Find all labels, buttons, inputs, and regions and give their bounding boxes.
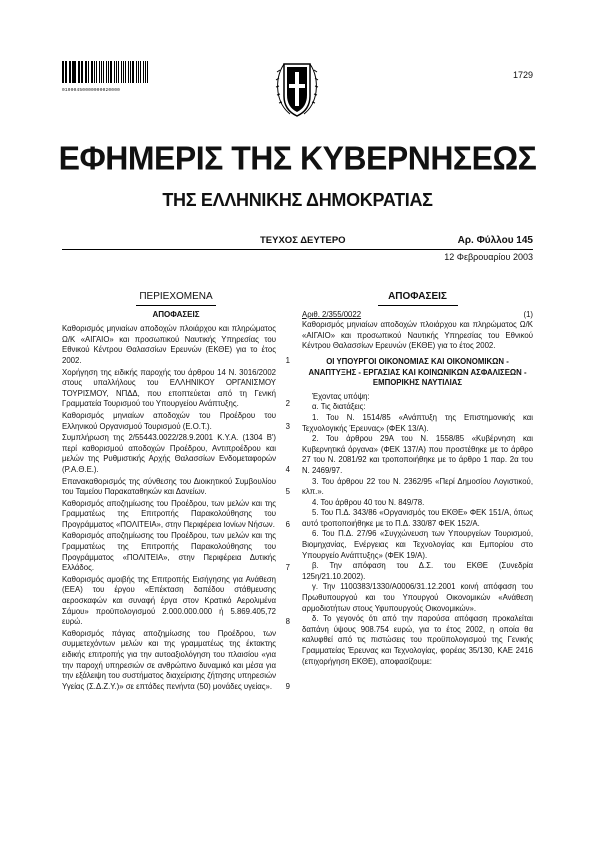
barcode-bar bbox=[110, 61, 112, 83]
contents-subheading: ΑΠΟΦΑΣΕΙΣ bbox=[152, 309, 200, 319]
decision-column bbox=[302, 292, 533, 667]
decision-paragraph: β. Την απόφαση του Δ.Σ. του ΕΚΘΕ (Συνεδρία 125η/21.10.2002). bbox=[302, 561, 533, 581]
decision-paragraph: 4. Του άρθρου 40 του Ν. 849/78. bbox=[312, 497, 425, 507]
barcode-bar bbox=[62, 61, 64, 83]
contents-item-text: Καθορισμός αμοιβής της Επιτροπής Εισήγησης για Ανάθεση (ΕΕΑ) του έργου «Επέκταση δαπέδου στάθμευσης αεροσκαφών και συναφή έργα στον Κρατικό Αερολιμένα Σάμου» προϋπολογισμού 2.000.000.000 ή 5.869.405,72 ευρώ. bbox=[62, 574, 276, 627]
decision-paragraph: 3. Του άρθρου 22 του Ν. 2362/95 «Περί Δημοσίου Λογιστικού, κλπ.». bbox=[302, 476, 533, 497]
barcode-bar bbox=[130, 61, 131, 83]
barcode-bar bbox=[136, 61, 138, 83]
barcode-bar bbox=[132, 61, 134, 83]
gazette-subtitle: ΤΗΣ ΕΛΛΗΝΙΚΗΣ ΔΗΜΟΚΡΑΤΙΑΣ bbox=[162, 190, 433, 210]
contents-list bbox=[62, 324, 290, 692]
contents-item-page: 7 bbox=[285, 563, 290, 573]
contents-item-text: Καθορισμός πάγιας αποζημίωσης του Προέδρου, των συμμετεχόντων μελών και της γραμματέως της έκτακτης ειδικής επιτροπής για την αυτοαξιολόγηση του πλαισίου «για την παροχή υπηρεσιών σε ανθρώπινο δυναμικό και μέσα για την εξάλειψη του συστήματος διαχείρισης ζήτησης υπηρεσιών Υγείας (Σ.Δ.Ζ.Υ.)» σε επτάδες πενήντα (50) μονάδες υγείας». bbox=[62, 628, 276, 691]
contents-item-text: Χορήγηση της ειδικής παροχής του άρθρου 14 Ν. 3016/2002 στους υπαλλήλους του ΕΛΛΗΝΙΚΟΥ ΟΡΓΑΝΙΣΜΟΥ ΤΟΥΡΙΣΜΟΥ, ΝΠΔΔ, που εποπτεύεται από τη Γενική Γραμματεία Τουρισμού του Υπουργείου Ανάπτυξης. bbox=[62, 367, 276, 409]
gazette-title: ΕΦΗΜΕΡΙΣ ΤΗΣ ΚΥΒΕΡΝΗΣΕΩΣ bbox=[58, 139, 537, 177]
barcode-bar bbox=[106, 61, 107, 83]
decision-paragraph: 1. Του Ν. 1514/85 «Ανάπτυξη της Επιστημονικής και Τεχνολογικής Έρευνας» (ΦΕΚ 13/Α). bbox=[302, 412, 533, 433]
decision-paragraph: 5. Του Π.Δ. 343/86 «Οργανισμός του ΕΚΘΕ» ΦΕΚ 151/Α, όπως αυτό τροποποιήθηκε με το Π.Δ. 330/87 ΦΕΚ 152/Α. bbox=[302, 508, 533, 528]
barcode-bar bbox=[103, 61, 105, 83]
contents-item-page: 5 bbox=[285, 487, 290, 497]
contents-item-text: Επανακαθορισμός της σύνθεσης του Διοικητικού Συμβουλίου του Ταμείου Παρακαταθηκών και Δανείων. bbox=[62, 476, 276, 497]
contents-item-page: 9 bbox=[285, 681, 290, 691]
barcode-bar bbox=[108, 61, 109, 83]
barcode-bar bbox=[85, 61, 86, 83]
barcode-bar bbox=[79, 61, 80, 83]
contents-item-text: Καθορισμός μηνιαίων αποδοχών του Προέδρου του Ελληνικού Οργανισμού Τουρισμού (Ε.Ο.Τ.). bbox=[62, 410, 276, 431]
contents-item-text: Καθορισμός αποζημίωσης του Προέδρου, των μελών και της Γραμματέως της Επιτροπής Παρακολούθησης του Προγράμματος «ΠΟΛΙΤΕΙΑ», στην Περιφέρεια Ιονίων Νήσων. bbox=[62, 498, 276, 529]
barcode-bar bbox=[73, 61, 75, 83]
header-rule bbox=[62, 249, 533, 250]
barcode-bar bbox=[69, 61, 71, 83]
contents-item-text: Συμπλήρωση της 2/55443.0022/28.9.2001 Κ.Υ.Α. (1304 Β') περί καθορισμού αποδοχών Προέδρου, Αντιπροέδρου και μελών της Ρυθμιστικής Αρχής Θαλασσίων Ενδομεταφορών (Ρ.Α.Θ.Ε.). bbox=[62, 433, 276, 474]
issue-label: ΤΕΥΧΟΣ ΔΕΥΤΕΡΟ bbox=[260, 235, 346, 246]
barcode-bar bbox=[128, 61, 129, 83]
contents-item-page: 4 bbox=[285, 464, 290, 474]
decisions-heading: ΑΠΟΦΑΣΕΙΣ bbox=[388, 291, 447, 302]
contents-item bbox=[62, 433, 290, 475]
contents-item-page: 8 bbox=[285, 617, 290, 627]
barcode-bar bbox=[88, 61, 89, 83]
considering-label: Έχοντας υπόψη: bbox=[312, 391, 370, 401]
barcode-bar bbox=[121, 61, 122, 83]
barcode-bar bbox=[81, 61, 83, 83]
decision-paragraph: δ. Το γεγονός ότι από την παρούσα απόφαση προκαλείται δαπάνη ύψους 908.754 ευρώ, για το έτος 2002, η οποία θα καλυφθεί από τις πιστώσεις του προϋπολογισμού της Γενικής Γραμματείας Έρευνας και Τεχνολογίας, φορέας 35/130, ΚΑΕ 2416 (επιχορήγηση ΕΚΘΕ), αποφασίζουμε: bbox=[302, 614, 533, 666]
contents-item bbox=[62, 477, 290, 498]
contents-item bbox=[62, 629, 290, 693]
barcode-bar bbox=[99, 61, 100, 83]
contents-item-page: 2 bbox=[285, 399, 290, 409]
contents-item bbox=[62, 499, 290, 531]
contents-item bbox=[62, 368, 290, 410]
barcode-bar bbox=[86, 61, 87, 83]
barcode-bar bbox=[143, 61, 145, 83]
barcode-bar bbox=[91, 61, 93, 83]
barcode-bar bbox=[94, 61, 95, 83]
issuing-authorities: ΟΙ ΥΠΟΥΡΓΟΙ ΟΙΚΟΝΟΜΙΑΣ ΚΑΙ ΟΙΚΟΝΟΜΙΚΩΝ - ΑΝΑΠΤΥΞΗΣ - ΕΡΓΑΣΙΑΣ ΚΑΙ ΚΟΙΝΩΝΙΚΩΝ ΑΣΦΑΛΙΣΕΩΝ - ΕΜΠΟΡΙΚΗΣ ΝΑΥΤΙΛΙΑΣ bbox=[308, 356, 527, 388]
decision-index: (1) bbox=[523, 309, 533, 319]
barcode-bar bbox=[101, 61, 102, 83]
barcode-bar bbox=[96, 61, 98, 83]
barcode-bar bbox=[123, 61, 125, 83]
contents-item bbox=[62, 531, 290, 573]
contents-item-page: 3 bbox=[285, 421, 290, 431]
issue-date: 12 Φεβρουαρίου 2003 bbox=[444, 252, 533, 262]
decision-reference-row bbox=[302, 310, 533, 321]
barcode-bar bbox=[118, 61, 120, 83]
contents-item-text: Καθορισμός αποζημίωσης του Προέδρου, των μελών και της Γραμματέως της Επιτροπής Παρακολούθησης του Προγράμματος «ΠΟΛΙΤΕΙΑ», στην Περιφέρεια Δυτικής Ελλάδος. bbox=[62, 531, 276, 573]
contents-heading-rule bbox=[136, 305, 216, 306]
decision-paragraph: γ. Την 1100383/1330/Α0006/31.12.2001 κοινή απόφαση του Πρωθυπουργού και του Υπουργού Οικονομικών «Ανάθεση αρμοδιοτήτων στους Υφυπουργούς Οικονομικών». bbox=[302, 582, 533, 613]
contents-item-page: 1 bbox=[285, 355, 290, 365]
coat-of-arms-emblem bbox=[274, 60, 320, 118]
barcode-bar bbox=[66, 61, 67, 83]
barcode-bar bbox=[140, 61, 141, 83]
decision-paragraph: 2. Του άρθρου 29Α του Ν. 1558/85 «Κυβέρνηση και Κυβερνητικά όργανα» (ΦΕΚ 137/Α) που προστέθηκε με το άρθρο 27 του Ν. 2081/92 και τροποποιήθηκε με το άρθρο 1 παρ. 2α του Ν. 2469/97. bbox=[302, 434, 533, 475]
decision-reference: Αριθ. 2/355/0022 bbox=[302, 309, 362, 319]
decision-paragraph: α. Τις διατάξεις: bbox=[312, 402, 366, 412]
contents-item bbox=[62, 411, 290, 432]
decision-paragraph: 6. Του Π.Δ. 27/96 «Συγχώνευση των Υπουργείων Τουρισμού, Βιομηχανίας, Ενέργειας και Τεχνολογίας και Εμπορίου στο Υπουργείο Ανάπτυξης» (ΦΕΚ 19/Α). bbox=[302, 529, 533, 560]
barcode-bar bbox=[116, 61, 117, 83]
contents-item-page: 6 bbox=[285, 519, 290, 529]
barcode-bar bbox=[145, 61, 146, 83]
decisions-heading-rule bbox=[378, 305, 458, 306]
barcode-bar bbox=[72, 61, 73, 83]
contents-item-text: Καθορισμός μηνιαίων αποδοχών πλοιάρχου και πληρώματος Ω/Κ «ΑΙΓΑΙΟ» και προσωπικού Ναυτικής Υπηρεσίας του Εθνικού Κέντρου Θαλασσίων Ερευνών (ΕΚΘΕ) για το έτος 2002. bbox=[62, 324, 276, 365]
barcode-bar bbox=[138, 61, 139, 83]
barcode bbox=[62, 61, 150, 89]
barcode-bar bbox=[65, 61, 66, 83]
contents-item bbox=[62, 324, 290, 366]
decision-summary: Καθορισμός μηνιαίων αποδοχών πλοιάρχου και πληρώματος Ω/Κ «ΑΙΓΑΙΟ» και προσωπικού Ναυτικής Υπηρεσίας του Εθνικού Κέντρου Θαλασσίων Ερευνών (ΕΚΘΕ) για το έτος 2002. bbox=[302, 320, 533, 351]
contents-column bbox=[62, 292, 290, 693]
decision-paragraphs bbox=[302, 402, 533, 667]
barcode-bar bbox=[147, 61, 148, 83]
contents-heading: ΠΕΡΙΕΧΟΜΕΝΑ bbox=[139, 291, 213, 302]
sheet-number: Αρ. Φύλλου 145 bbox=[457, 235, 533, 246]
barcode-bar bbox=[78, 61, 79, 83]
page-number: 1729 bbox=[512, 70, 533, 80]
barcode-number: 01000450000000020000 bbox=[62, 88, 121, 93]
barcode-bar bbox=[114, 61, 115, 83]
contents-item bbox=[62, 575, 290, 628]
barcode-bar bbox=[125, 61, 126, 83]
